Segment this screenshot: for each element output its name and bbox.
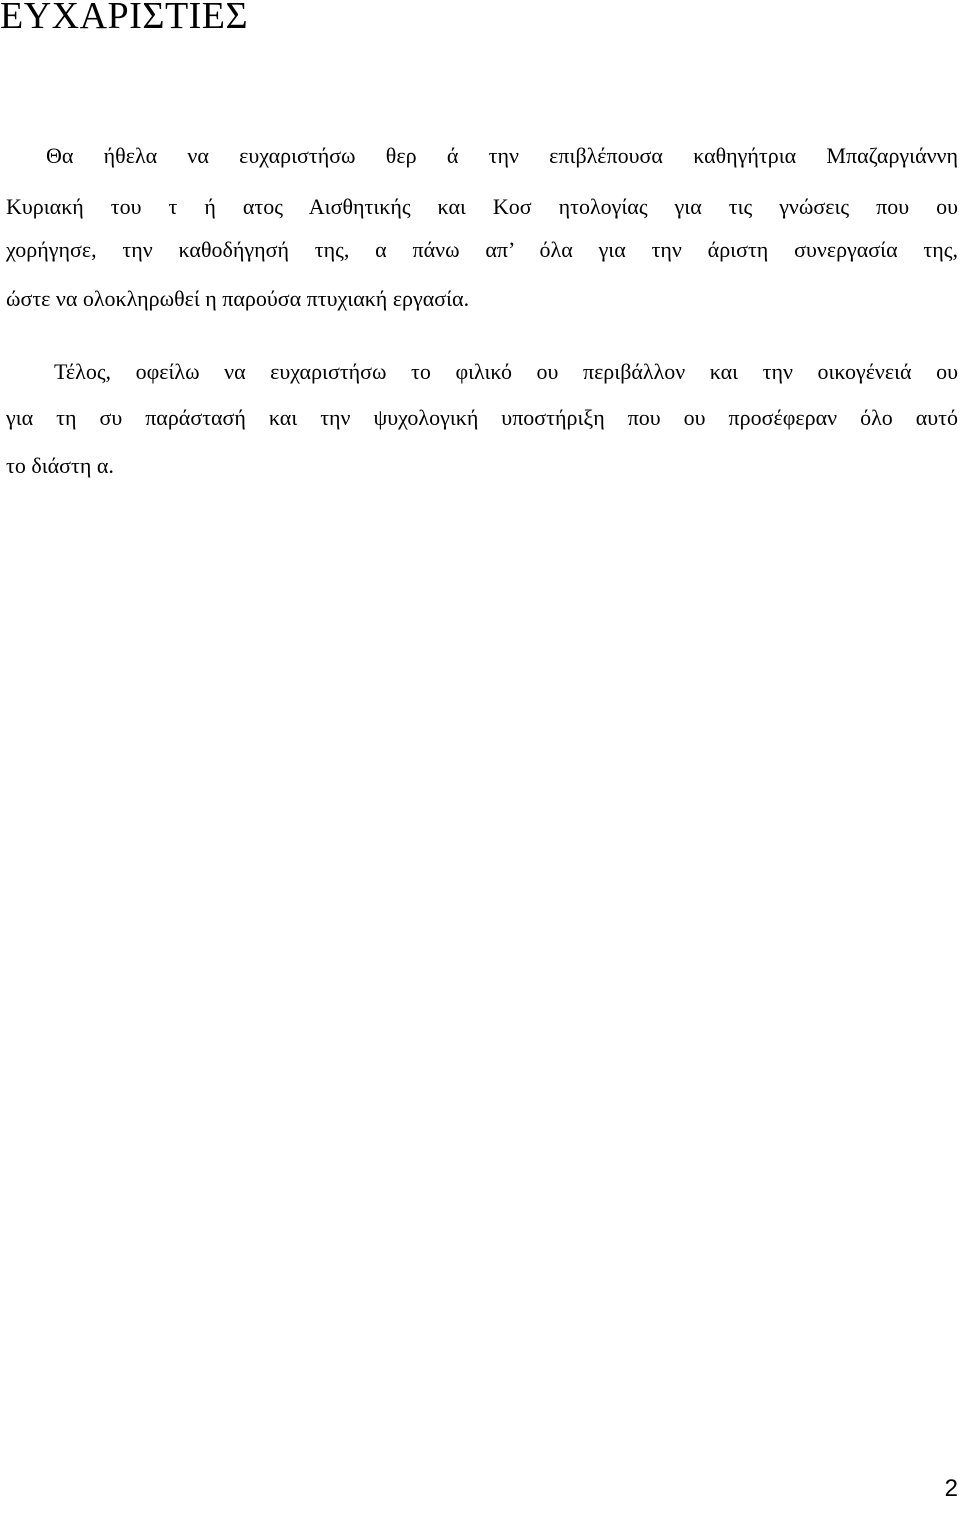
- paragraph-line: Κυριακή του τ ή ατος Αισθητικής και Κοσ ητολογίας για τις γνώσεις που ου: [6, 194, 958, 219]
- paragraph-line: χορήγησε, την καθοδήγησή της, α πάνω απ’ όλα για την άριστη συνεργασία της,: [6, 237, 958, 262]
- paragraph-line: για τη συ παράστασή και την ψυχολογική υποστήριξη που ου προσέφεραν όλο αυτό: [6, 405, 958, 430]
- page-number: 2: [944, 1475, 958, 1502]
- page-title: ΕΥΧΑΡΙΣΤΙΕΣ: [0, 0, 249, 37]
- paragraph-line: το διάστη α.: [6, 453, 114, 478]
- paragraph-line: Τέλος, οφείλω να ευχαριστήσω το φιλικό ου περιβάλλον και την οικογένειά ου: [54, 359, 958, 384]
- paragraph-line: Θα ήθελα να ευχαριστήσω θερ ά την επιβλέπουσα καθηγήτρια Μπαζαργιάννη: [46, 143, 958, 168]
- paragraph-line: ώστε να ολοκληρωθεί η παρούσα πτυχιακή εργασία.: [6, 286, 470, 311]
